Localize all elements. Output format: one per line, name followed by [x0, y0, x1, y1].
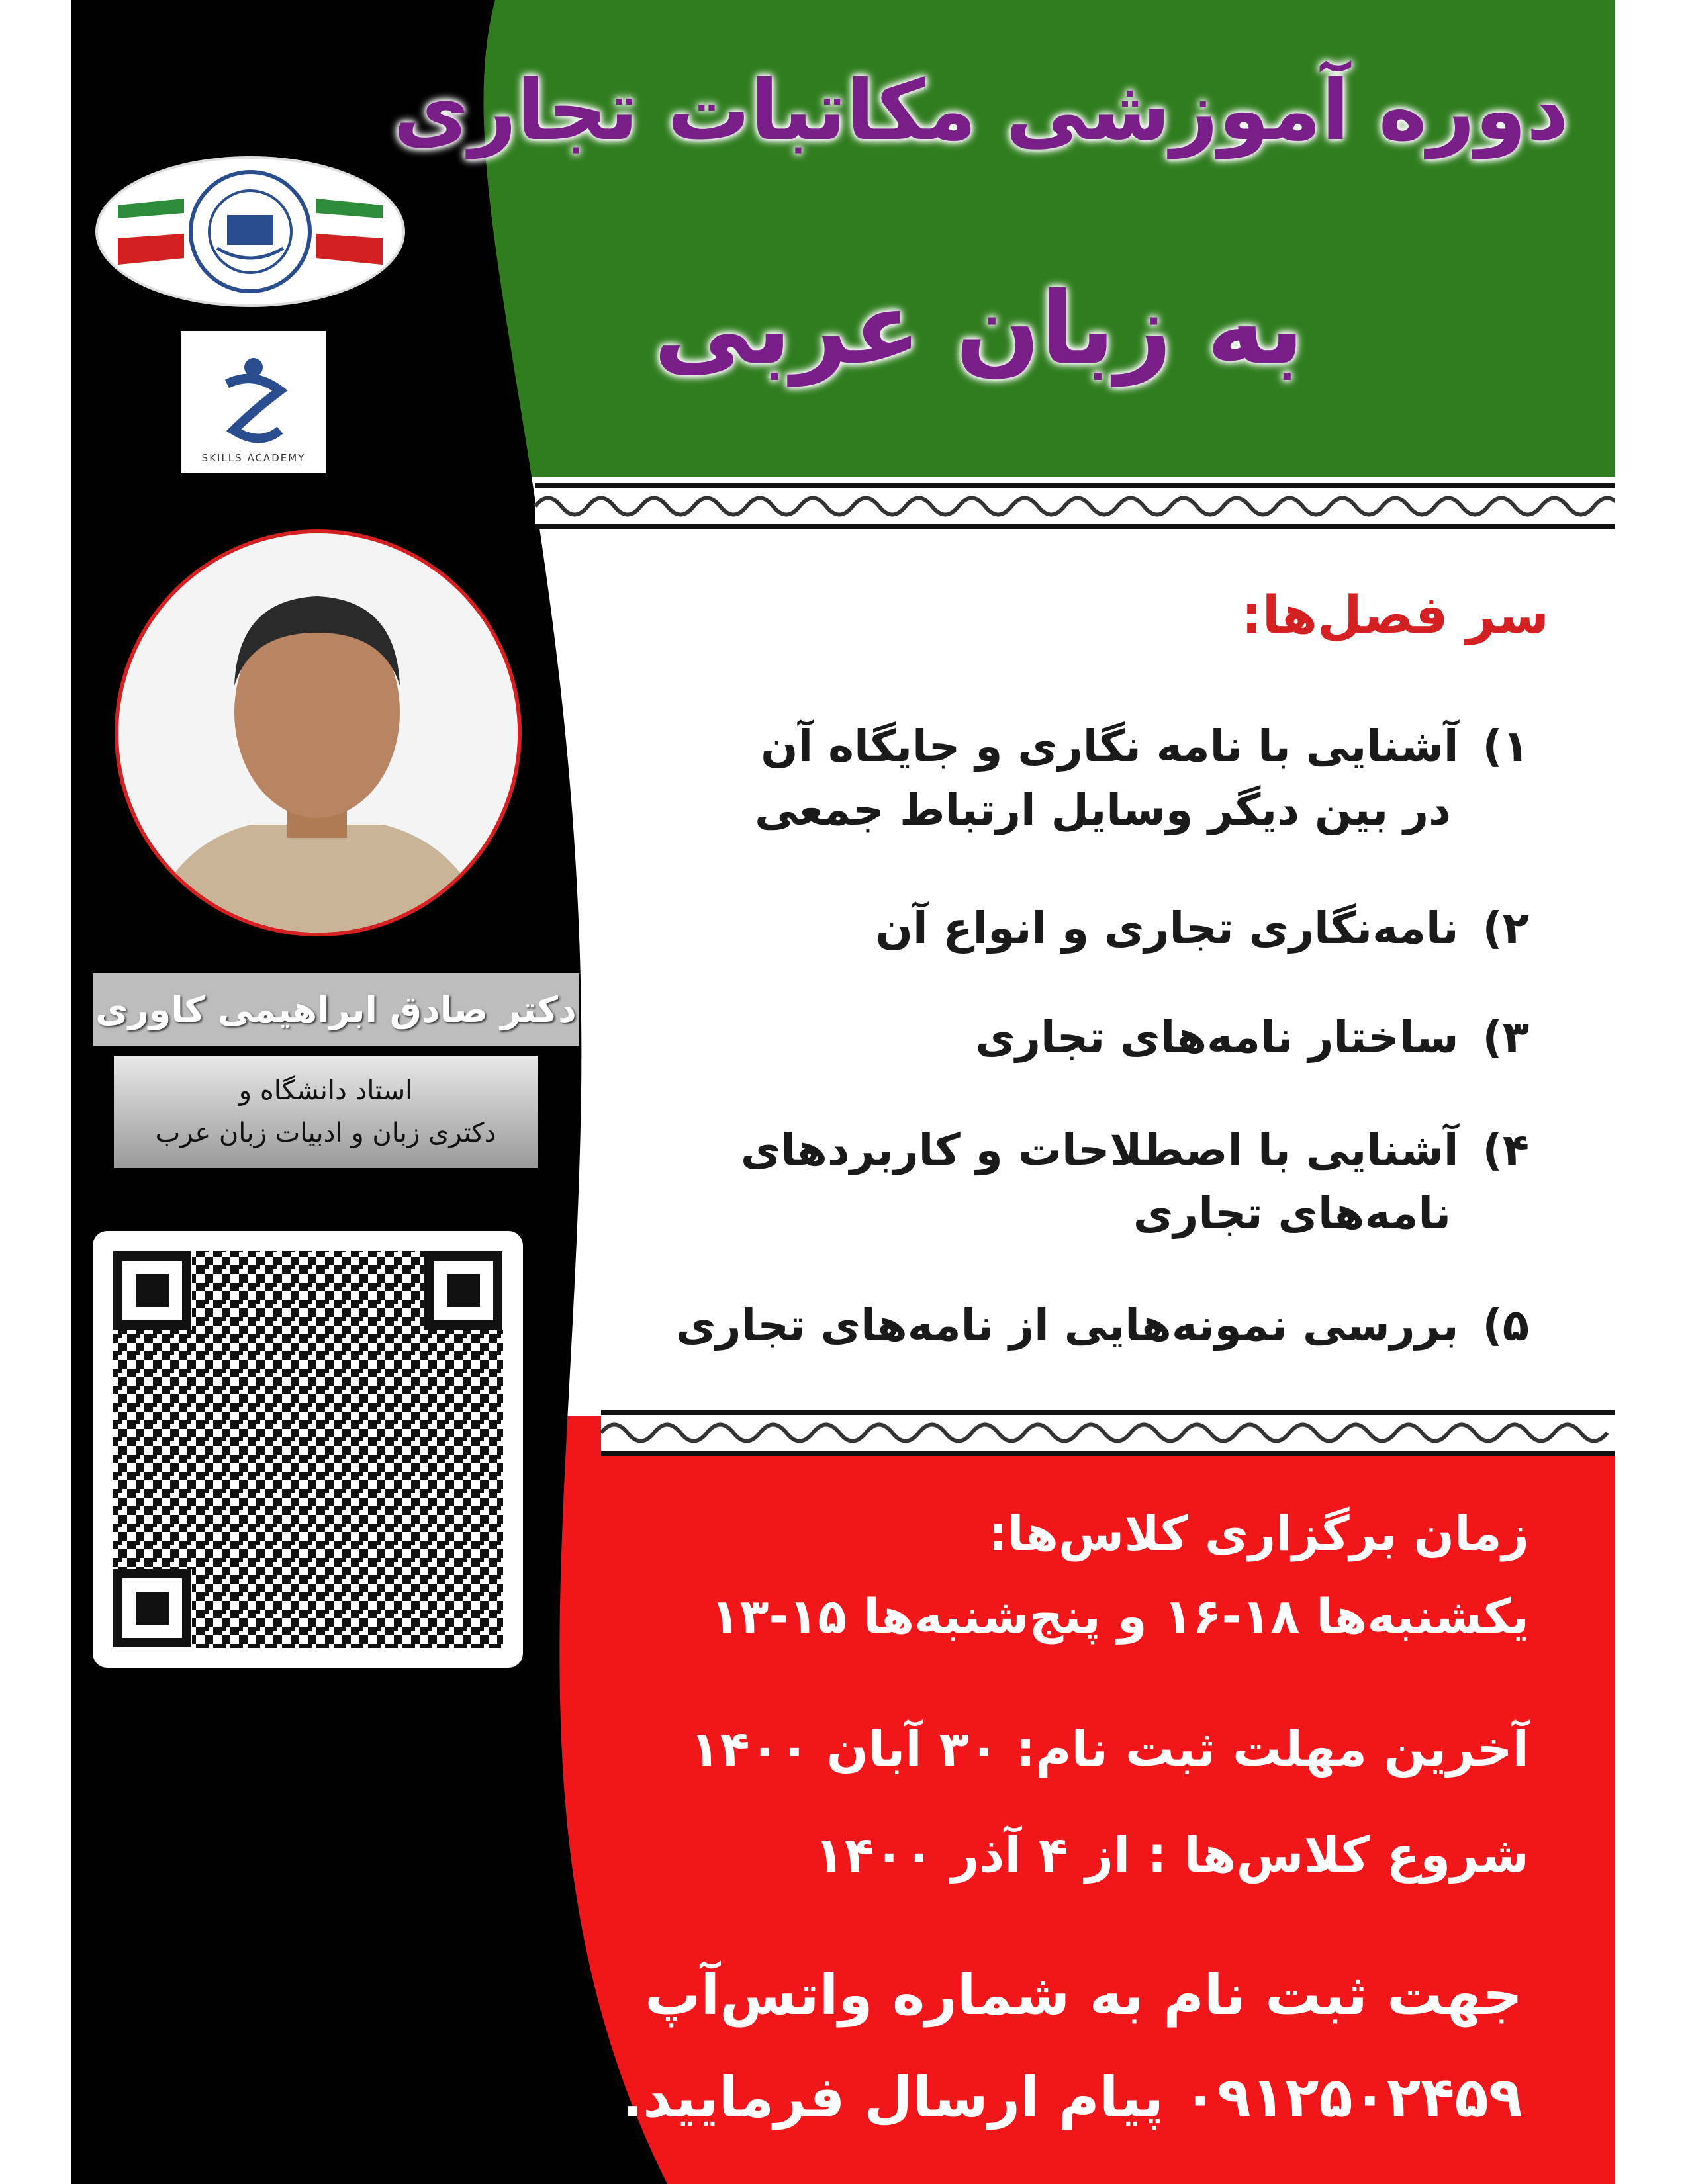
qr-code-card[interactable] — [93, 1231, 523, 1668]
instructor-title-box — [114, 1056, 538, 1168]
chapters-heading: سر فصل‌ها: — [1241, 586, 1549, 645]
poster — [71, 0, 1615, 2184]
qr-code-icon — [93, 1231, 523, 1668]
instructor-title-line1: استاد دانشگاه و — [238, 1075, 413, 1106]
ornament-band-top — [535, 483, 1615, 529]
chapter-text-cont: در بین دیگر وسایل ارتباط جمعی — [755, 784, 1451, 835]
contact-line1: جهت ثبت نام به شماره واتس‌آپ — [645, 1962, 1523, 2027]
chapter-text: آشنایی با نامه نگاری و جایگاه آن — [761, 721, 1459, 772]
chapter-item-5 — [676, 1294, 1529, 1357]
schedule-label: زمان برگزاری کلاس‌ها: — [988, 1506, 1529, 1561]
chapter-item-4 — [741, 1118, 1529, 1245]
chapter-text: ساختار نامه‌های تجاری — [975, 1012, 1459, 1063]
chapter-text: بررسی نمونه‌هایی از نامه‌های تجاری — [676, 1300, 1459, 1351]
chapter-number: ۲) — [1482, 903, 1529, 954]
chapter-text: آشنایی با اصطلاحات و کاربردهای — [740, 1124, 1459, 1175]
chapter-number: ۱) — [1482, 721, 1529, 772]
class-start-date: شروع کلاس‌ها : از ۴ آذر ۱۴۰۰ — [814, 1827, 1529, 1884]
chapter-number: ۳) — [1482, 1012, 1529, 1063]
university-emblem-icon — [98, 159, 402, 304]
ornament-band-bottom — [601, 1410, 1615, 1456]
chapter-number: ۵) — [1482, 1300, 1529, 1351]
chapter-text-cont: نامه‌های تجاری — [1133, 1187, 1451, 1239]
skills-academy-logo-icon — [181, 331, 326, 473]
course-title-line2: به زبان عربی — [653, 271, 1304, 387]
instructor-title-line2: دکتری زبان و ادبیات زبان عرب — [155, 1118, 496, 1148]
chapter-number: ۴) — [1482, 1124, 1529, 1175]
chapter-item-3 — [976, 1006, 1530, 1069]
instructor-photo — [115, 529, 522, 936]
schedule-value: یکشنبه‌ها ۱۸-۱۶ و پنج‌شنبه‌ها ۱۵-۱۳ — [710, 1588, 1529, 1644]
registration-deadline: آخرین مهلت ثبت نام: ۳۰ آبان ۱۴۰۰ — [690, 1721, 1529, 1778]
instructor-name-box — [93, 973, 579, 1046]
chapter-text: نامه‌نگاری تجاری و انواع آن — [875, 903, 1459, 954]
contact-line2: ۰۹۱۲۵۰۲۴۵۹ پیام ارسال فرمایید. — [622, 2065, 1523, 2130]
instructor-name: دکتر صادق ابراهیمی کاوری — [95, 988, 577, 1030]
chapter-item-1 — [755, 715, 1529, 841]
chapter-item-2 — [876, 897, 1529, 960]
academy-logo-text: SKILLS ACADEMY — [201, 452, 306, 464]
course-title-line1: دوره آموزشی مکاتبات تجاری — [393, 63, 1569, 159]
